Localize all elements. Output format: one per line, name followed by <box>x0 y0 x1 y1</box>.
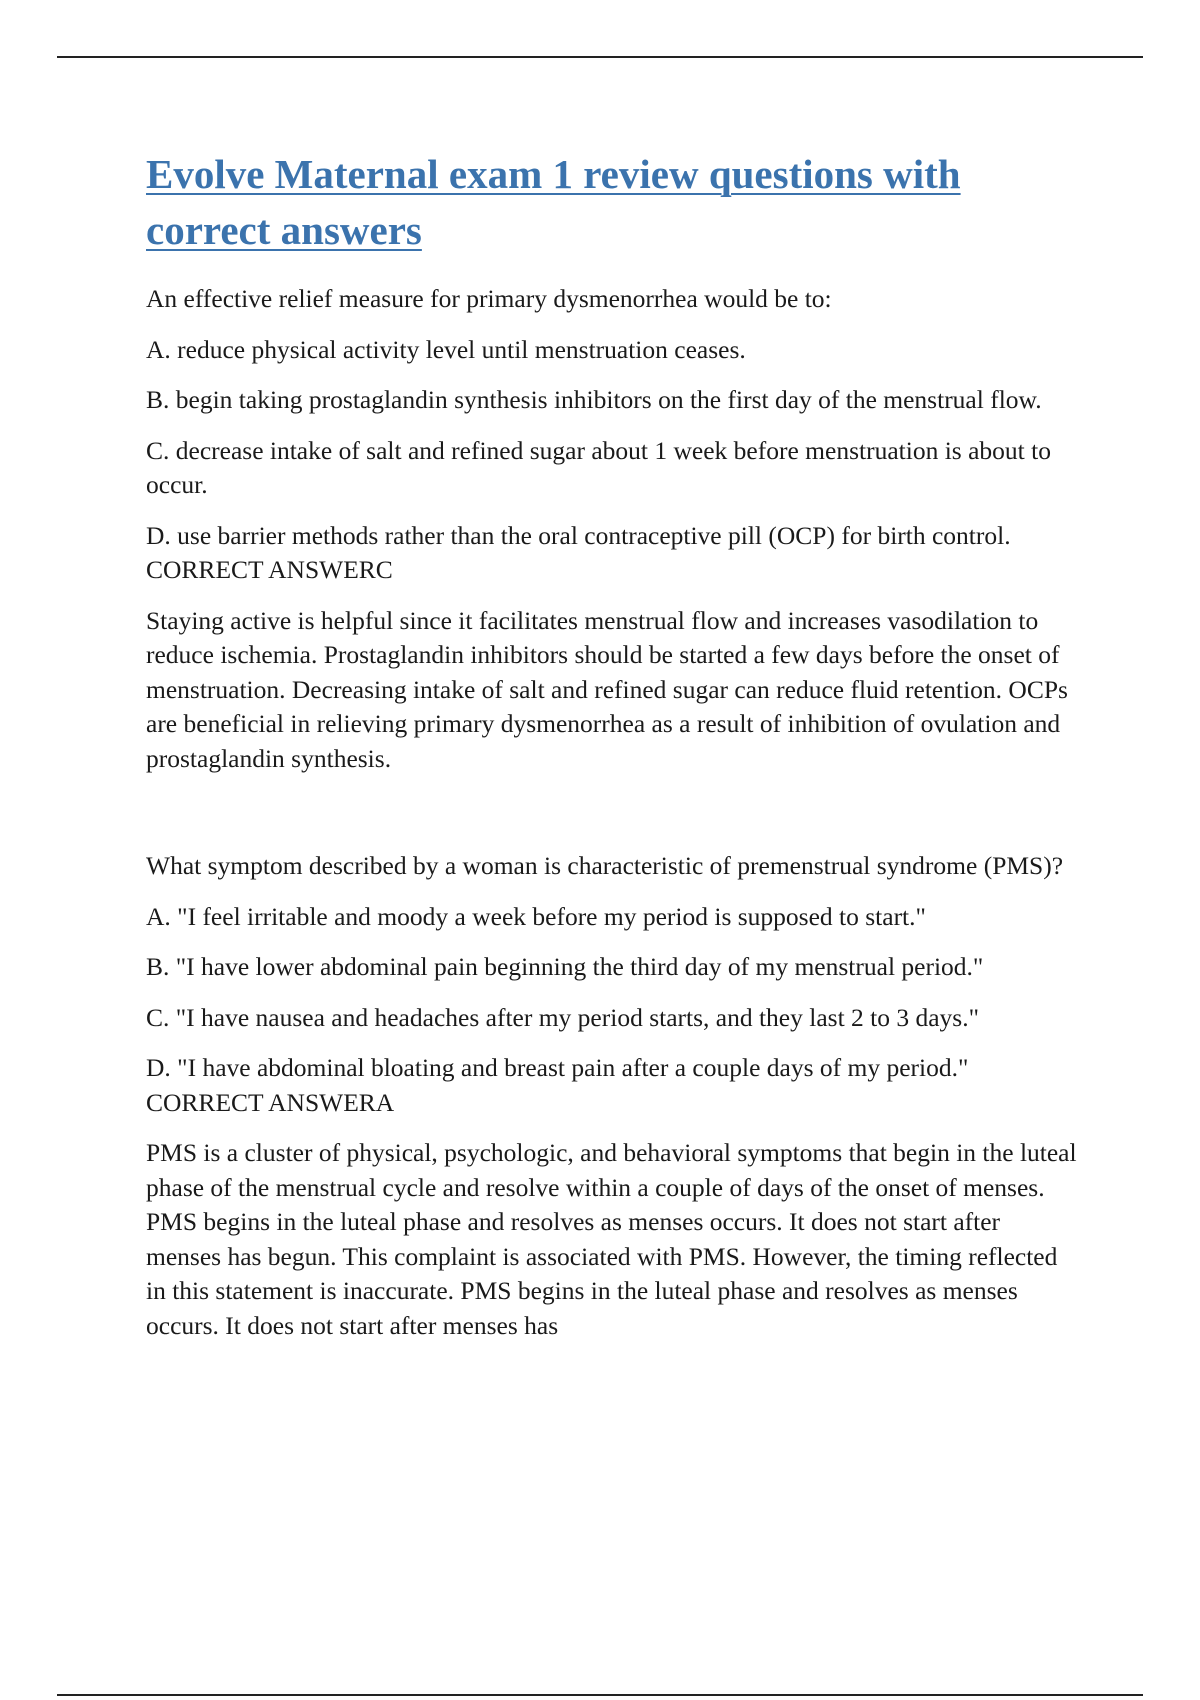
answer-option-a: A. reduce physical activity level until menstruation ceases. <box>146 334 746 364</box>
answer-option-a: A. "I feel irritable and moody a week before my period is supposed to start." <box>146 901 926 931</box>
question-stem: An effective relief measure for primary dysmenorrhea would be to: <box>146 284 832 313</box>
answer-option-c: C. "I have nausea and headaches after my period starts, and they last 2 to 3 days." <box>146 1002 980 1032</box>
footer-rule <box>57 1694 1143 1696</box>
answer-option-b: B. "I have lower abdominal pain beginning the third day of my menstrual period." <box>146 952 984 981</box>
header-rule <box>57 56 1143 58</box>
answer-option-d: D. use barrier methods rather than the oral contraceptive pill (OCP) for birth control. CORRECT ANSWERC <box>146 520 1011 584</box>
question-stem: What symptom described by a woman is characteristic of premenstrual syndrome (PMS)? <box>146 851 1064 880</box>
question-block-2 <box>146 849 1081 1343</box>
answer-option-c: C. decrease intake of salt and refined sugar about 1 week before menstruation is about to occur. <box>146 435 1051 499</box>
answer-rationale: Staying active is helpful since it facilitates menstrual flow and increases vasodilation to reduce ischemia. Prostaglandin inhibitors should be started a few days before the onset of menstruation. Decreasing intake of salt and refined sugar can reduce fluid retention. OCPs are beneficial in relieving primary dysmenorrhea as a result of inhibition of ovulation and prostaglandin synthesis. <box>146 605 1068 773</box>
answer-rationale: PMS is a cluster of physical, psychologic, and behavioral symptoms that begin in the luteal phase of the menstrual cycle and resolve within a couple of days of the onset of menses. PMS begins in the luteal phase and resolves as menses occurs. It does not start after menses has begun. This complaint is associated with PMS. However, the timing reflected in this statement is inaccurate. PMS begins in the luteal phase and resolves as menses occurs. It does not start after menses has <box>146 1138 1077 1340</box>
document-title: Evolve Maternal exam 1 review questions with correct answers <box>146 151 961 253</box>
question-block-1 <box>146 282 1081 776</box>
answer-option-b: B. begin taking prostaglandin synthesis inhibitors on the first day of the menstrual flow. <box>146 385 1042 414</box>
answer-option-d: D. "I have abdominal bloating and breast pain after a couple days of my period." CORRECT ANSWERA <box>146 1053 969 1117</box>
document-body <box>146 146 1081 1359</box>
